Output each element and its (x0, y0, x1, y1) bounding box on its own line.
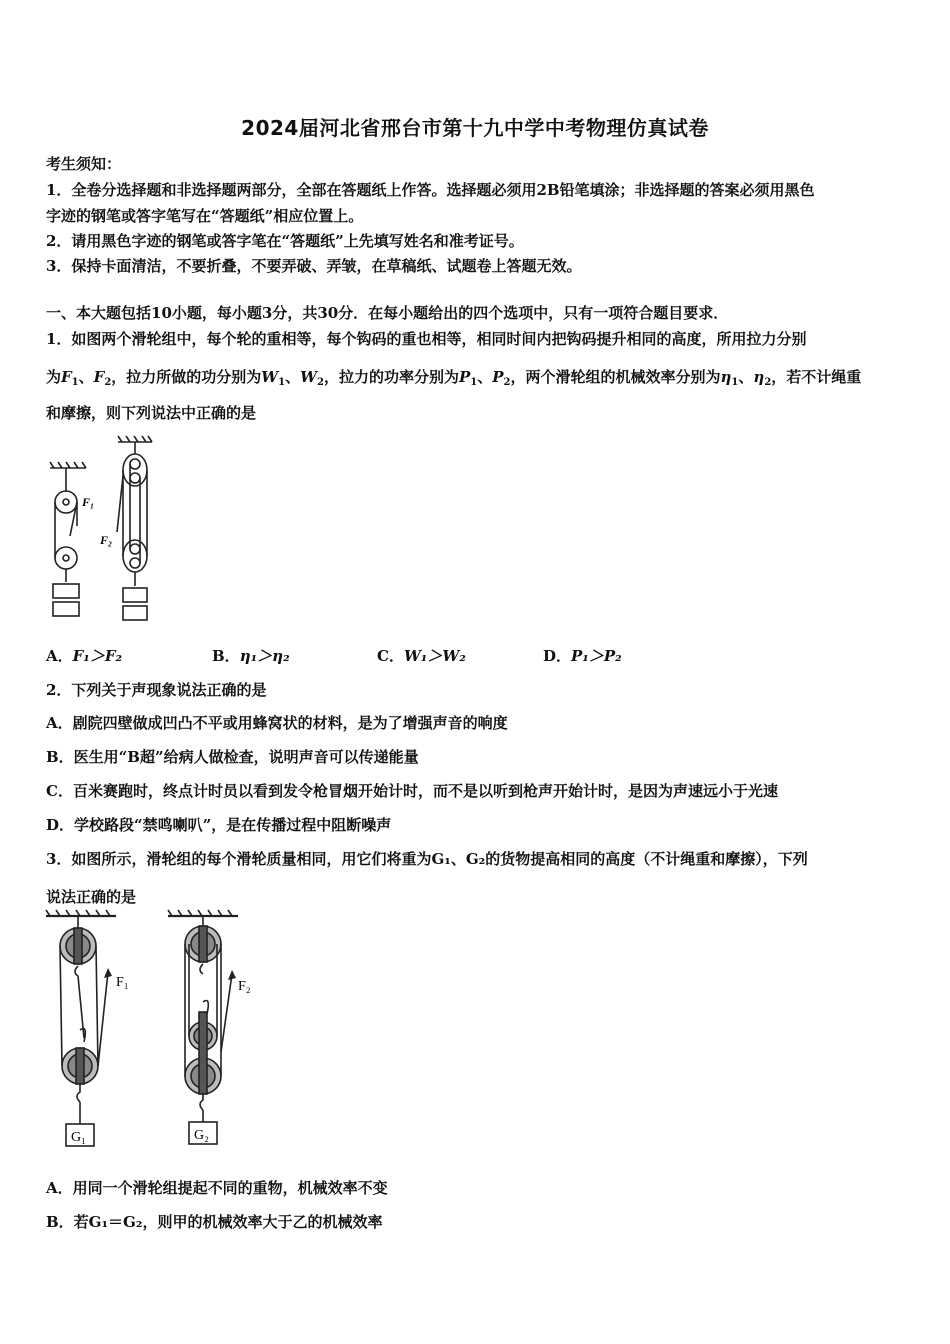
q3-fig-label-g2: G₂ (194, 1128, 209, 1143)
q1-option-b[interactable]: B．η₁＞η₂ (212, 647, 290, 665)
q3-stem-line1: 3．如图所示，滑轮组的每个滑轮质量相同，用它们将重为G₁、G₂的货物提高相同的高度（不计绳重和摩擦），下列 (46, 850, 808, 868)
q1-stem-line2: 为$F_1$、$F_2$，拉力所做的功分别为$W_1$、$W_2$，拉力的功率分别为$P_1$、$P_2$，两个滑轮组的机械效率分别为$\eta_1$、$\eta_2$，若不计绳重 (46, 368, 862, 388)
notice-item-1: 1．全卷分选择题和非选择题两部分，全部在答题纸上作答。选择题必须用2B铅笔填涂；非选择题的答案必须用黑色 (46, 181, 815, 199)
q2-option-d[interactable]: D．学校路段“禁鸣喇叭”，是在传播过程中阻断噪声 (46, 816, 392, 834)
q3-pulley-figure (44, 912, 264, 1152)
q3-fig-label-f1: F₁ (116, 975, 129, 990)
q3-option-a[interactable]: A．用同一个滑轮组提起不同的重物，机械效率不变 (46, 1179, 388, 1197)
q3-option-b[interactable]: B．若G₁＝G₂，则甲的机械效率大于乙的机械效率 (46, 1213, 383, 1231)
q1-fig-label-f2: F₂ (100, 533, 113, 547)
q1-stem-line1: 1．如图两个滑轮组中，每个轮的重相等，每个钩码的重也相等，相同时间内把钩码提升相同的高度，所用拉力分别 (46, 330, 807, 348)
notice-item-3: 3．保持卡面清洁，不要折叠，不要弄破、弄皱，在草稿纸、试题卷上答题无效。 (46, 257, 582, 275)
q3-fig-label-f2: F₂ (238, 979, 251, 994)
q2-option-c[interactable]: C．百米赛跑时，终点计时员以看到发令枪冒烟开始计时，而不是以听到枪声开始计时，是因为声速远小于光速 (46, 782, 778, 800)
q2-option-a[interactable]: A．剧院四壁做成凹凸不平或用蜂窝状的材料，是为了增强声音的响度 (46, 714, 508, 732)
q1-option-c[interactable]: C．W₁＞W₂ (377, 647, 466, 665)
q1-stem-line3: 和摩擦，则下列说法中正确的是 (46, 404, 257, 422)
q1-fig-label-f1: F₁ (82, 495, 95, 509)
page-title: 2024届河北省邢台市第十九中学中考物理仿真试卷 (241, 116, 709, 140)
q2-stem: 2．下列关于声现象说法正确的是 (46, 681, 267, 699)
q1-option-a[interactable]: A．F₁＞F₂ (46, 647, 123, 665)
notice-heading: 考生须知： (46, 155, 122, 173)
q3-fig-label-g1: G₁ (71, 1130, 86, 1145)
notice-item-2: 2．请用黑色字迹的钢笔或答字笔在“答题纸”上先填写姓名和准考证号。 (46, 232, 524, 250)
section-heading: 一、本大题包括10小题，每小题3分，共30分．在每小题给出的四个选项中，只有一项符合题目要求． (46, 304, 729, 322)
q1-option-d[interactable]: D．P₁＞P₂ (543, 647, 622, 665)
q2-option-b[interactable]: B．医生用“B超”给病人做检查，说明声音可以传递能量 (46, 748, 419, 766)
notice-item-1-cont: 字迹的钢笔或答字笔写在“答题纸”相应位置上。 (46, 207, 364, 225)
q1-pulley-figure (44, 436, 164, 626)
q3-stem-line2: 说法正确的是 (46, 888, 137, 906)
